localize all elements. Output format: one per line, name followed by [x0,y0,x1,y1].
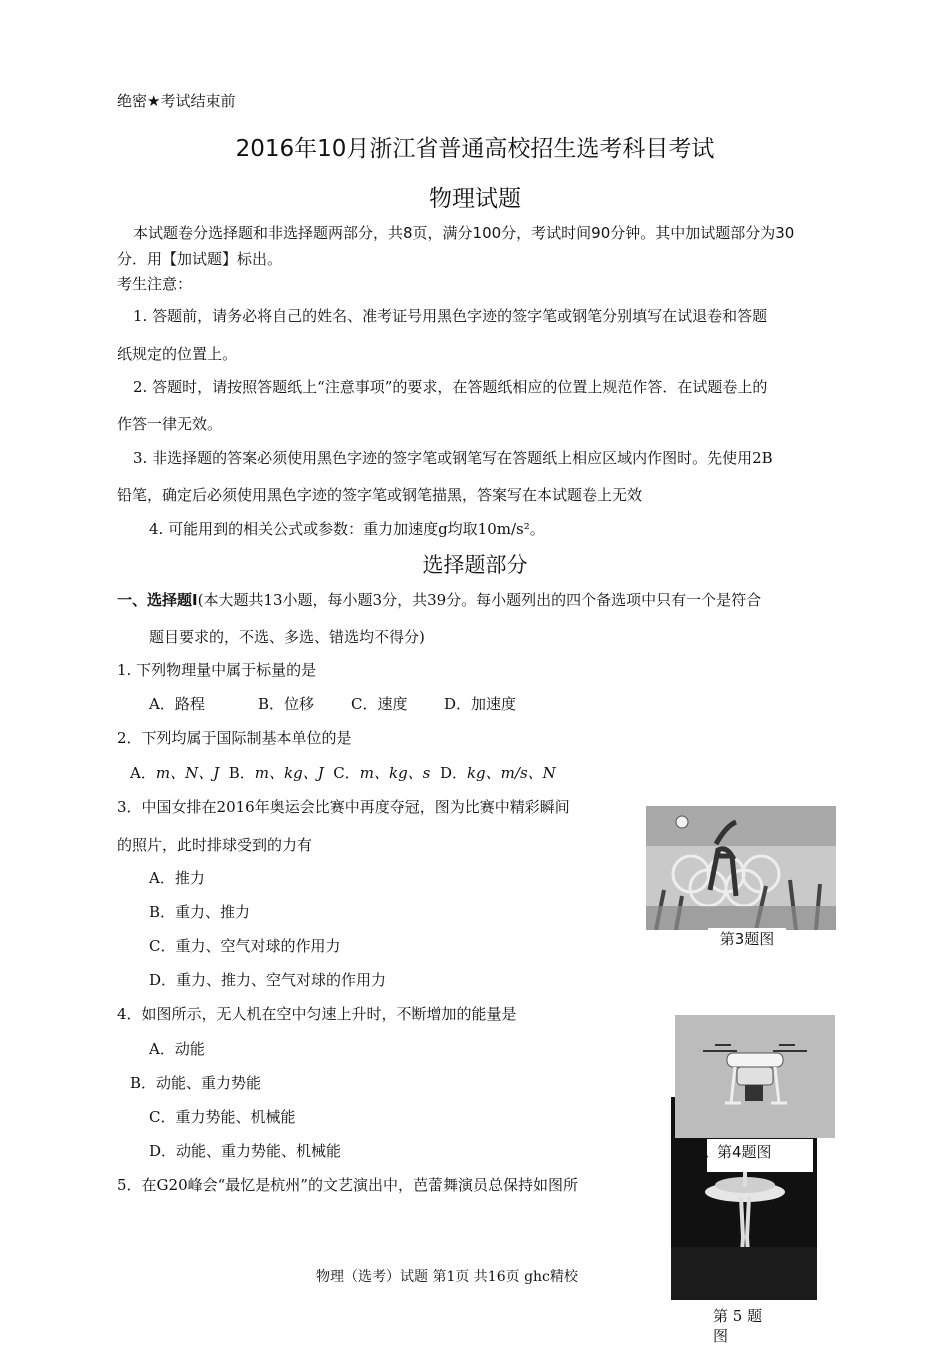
notice-heading: 考生注意： [117,275,193,293]
drone-photo [675,1015,835,1138]
label-pointer-lines [680,1138,710,1174]
q4-option-a: A．动能 [149,1040,205,1058]
point-label-a: A [673,1141,683,1157]
q3-stem-line-1: 3．中国女排在2016年奥运会比赛中再度夺冠，图为比赛中精彩瞬间 [117,798,570,816]
notice-3-line-1: 3. 非选择题的答案必须使用黑色字迹的签字笔或钢笔写在答题纸上相应区域内作图时。先使用2B [133,449,773,467]
q2-option-b-value: m、kg、J [254,764,324,782]
section-heading-rest: (本大题共13小题，每小题3分，共39分。每小题列出的四个备选项中只有一个是符合 [197,591,762,609]
notice-4: 4. 可能用到的相关公式或参数：重力加速度g均取10m/s²。 [149,520,545,538]
notice-1-line-1: 1. 答题前，请务必将自己的姓名、准考证号用黑色字迹的签字笔或钢笔分别填写在试退卷和答题 [133,307,768,325]
q1-option-a: A．路程 [149,695,205,713]
q3-figure-caption: 第3题图 [708,928,786,949]
q1-option-c: C．速度 [351,695,408,713]
page-footer: 物理（选考）试题 第1页 共16页 ghc精校 [316,1269,578,1285]
q2-option-d-label: D． [439,764,467,782]
q3-option-d: D．重力、推力、空气对球的作用力 [149,971,387,989]
q2-option-c-value: m、kg、s [359,764,431,782]
q2-stem: 2．下列均属于国际制基本单位的是 [117,729,352,747]
section-title: 选择题部分 [422,553,528,577]
volleyball-photo [646,806,836,930]
volleyball-photo-drawing [646,806,836,930]
section-heading-line-2: 题目要求的，不选、多选、错选均不得分) [149,628,425,646]
section-heading [117,589,761,610]
q2-option-c-label: C． [333,764,360,782]
q2-option-a-label: A． [130,764,156,782]
q2-option-a-value: m、N、J [155,764,220,782]
q3-option-b: B．重力、推力 [149,903,251,921]
q5-stem: 5．在G20峰会“最忆是杭州”的文艺演出中，芭蕾舞演员总保持如图所 [117,1176,578,1194]
notice-2-line-1: 2. 答题时，请按照答题纸上“注意事项”的要求，在答题纸相应的位置上规范作答．在试题卷上的 [133,378,768,396]
q2-options [130,762,556,783]
point-label-b: B [686,1162,696,1178]
q5-figure-caption: 第 5 题图 [713,1307,763,1345]
confidential-mark: 绝密★考试结束前 [117,92,236,110]
q2-option-d-value: kg、m/s、N [466,764,556,782]
q4-stem: 4．如图所示，无人机在空中匀速上升时，不断增加的能量是 [117,1005,517,1023]
q1-option-d: D．加速度 [444,695,517,713]
exam-subtitle: 物理试题 [429,186,521,212]
exam-title: 2016年10月浙江省普通高校招生选考科目考试 [235,136,715,162]
intro-line-1: 本试题卷分选择题和非选择题两部分，共8页，满分100分，考试时间90分钟。其中加试题部分为30 [133,224,795,242]
q3-option-c: C．重力、空气对球的作用力 [149,937,341,955]
q4-option-b: B．动能、重力势能 [130,1074,262,1092]
notice-2-line-2: 作答一律无效。 [117,415,223,433]
q1-option-b: B．位移 [258,695,315,713]
q1-stem: 1. 下列物理量中属于标量的是 [117,661,317,679]
section-heading-bold: 一、选择题Ⅰ [117,591,198,609]
q4-option-d: D．动能、重力势能、机械能 [149,1142,342,1160]
intro-line-2: 分．用【加试题】标出。 [117,250,283,268]
q3-stem-line-2: 的照片，此时排球受到的力有 [117,836,313,854]
drone-photo-drawing [675,1015,835,1138]
q4-figure-caption: 第4题图 [707,1139,813,1172]
q3-option-a: A．推力 [149,869,205,887]
q2-option-b-label: B． [228,764,255,782]
q4-option-c: C．重力势能、机械能 [149,1108,296,1126]
notice-3-line-2: 铅笔，确定后必须使用黑色字迹的签字笔或钢笔描黑，答案写在本试题卷上无效 [117,486,643,504]
notice-1-line-2: 纸规定的位置上。 [117,345,238,363]
